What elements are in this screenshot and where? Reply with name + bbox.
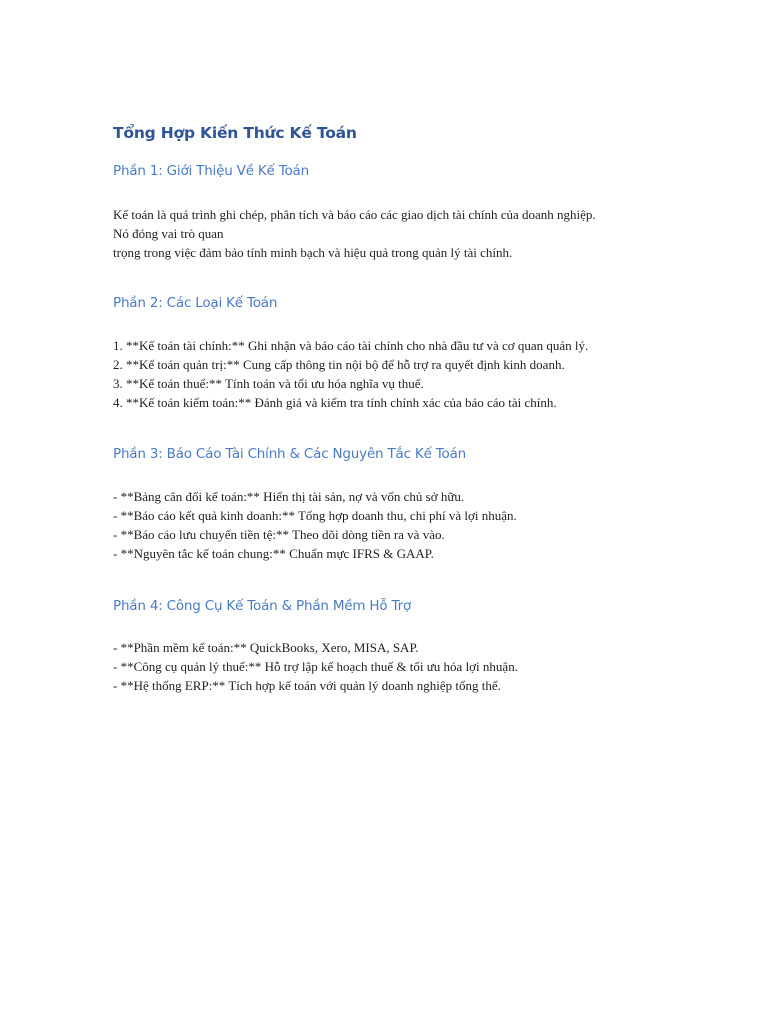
list-item: - **Bảng cân đối kế toán:** Hiển thị tài sản, nợ và vốn chủ sở hữu. xyxy=(113,489,465,504)
section-heading-tools: Phần 4: Công Cụ Kế Toán & Phần Mềm Hỗ Trợ xyxy=(113,598,412,614)
list-item: 4. **Kế toán kiểm toán:** Đánh giá và kiểm tra tính chính xác của báo cáo tài chính. xyxy=(113,395,557,410)
section-heading-reports: Phần 3: Báo Cáo Tài Chính & Các Nguyên Tắc Kế Toán xyxy=(113,446,467,462)
paragraph-line: Kế toán là quá trình ghi chép, phân tích và báo cáo các giao dịch tài chính của doanh nghiệp. xyxy=(113,207,596,222)
list-item: 2. **Kế toán quản trị:** Cung cấp thông tin nội bộ để hỗ trợ ra quyết định kinh doanh. xyxy=(113,357,565,372)
document-title: Tổng Hợp Kiến Thức Kế Toán xyxy=(113,124,357,142)
section-types-list xyxy=(113,336,588,412)
section-intro-body xyxy=(113,205,596,262)
list-item: 1. **Kế toán tài chính:** Ghi nhận và báo cáo tài chính cho nhà đầu tư và cơ quan quản lý. xyxy=(113,338,589,353)
list-item: - **Nguyên tắc kế toán chung:** Chuẩn mực IFRS & GAAP. xyxy=(113,546,434,561)
paragraph-line: Nó đóng vai trò quan xyxy=(113,226,224,241)
list-item: - **Công cụ quản lý thuế:** Hỗ trợ lập kế hoạch thuế & tối ưu hóa lợi nhuận. xyxy=(113,659,518,674)
list-item: - **Báo cáo lưu chuyển tiền tệ:** Theo dõi dòng tiền ra và vào. xyxy=(113,527,445,542)
list-item: - **Phần mềm kế toán:** QuickBooks, Xero, MISA, SAP. xyxy=(113,640,419,655)
section-heading-intro: Phần 1: Giới Thiệu Về Kế Toán xyxy=(113,163,309,179)
list-item: - **Báo cáo kết quả kinh doanh:** Tổng hợp doanh thu, chi phí và lợi nhuận. xyxy=(113,508,517,523)
list-item: 3. **Kế toán thuế:** Tính toán và tối ưu hóa nghĩa vụ thuế. xyxy=(113,376,424,391)
section-tools-list xyxy=(113,638,518,695)
list-item: - **Hệ thống ERP:** Tích hợp kế toán với quản lý doanh nghiệp tổng thể. xyxy=(113,678,501,693)
section-reports-list xyxy=(113,487,517,563)
section-heading-types: Phần 2: Các Loại Kế Toán xyxy=(113,295,278,311)
paragraph-line: trọng trong việc đảm bảo tính minh bạch và hiệu quả trong quản lý tài chính. xyxy=(113,245,513,260)
